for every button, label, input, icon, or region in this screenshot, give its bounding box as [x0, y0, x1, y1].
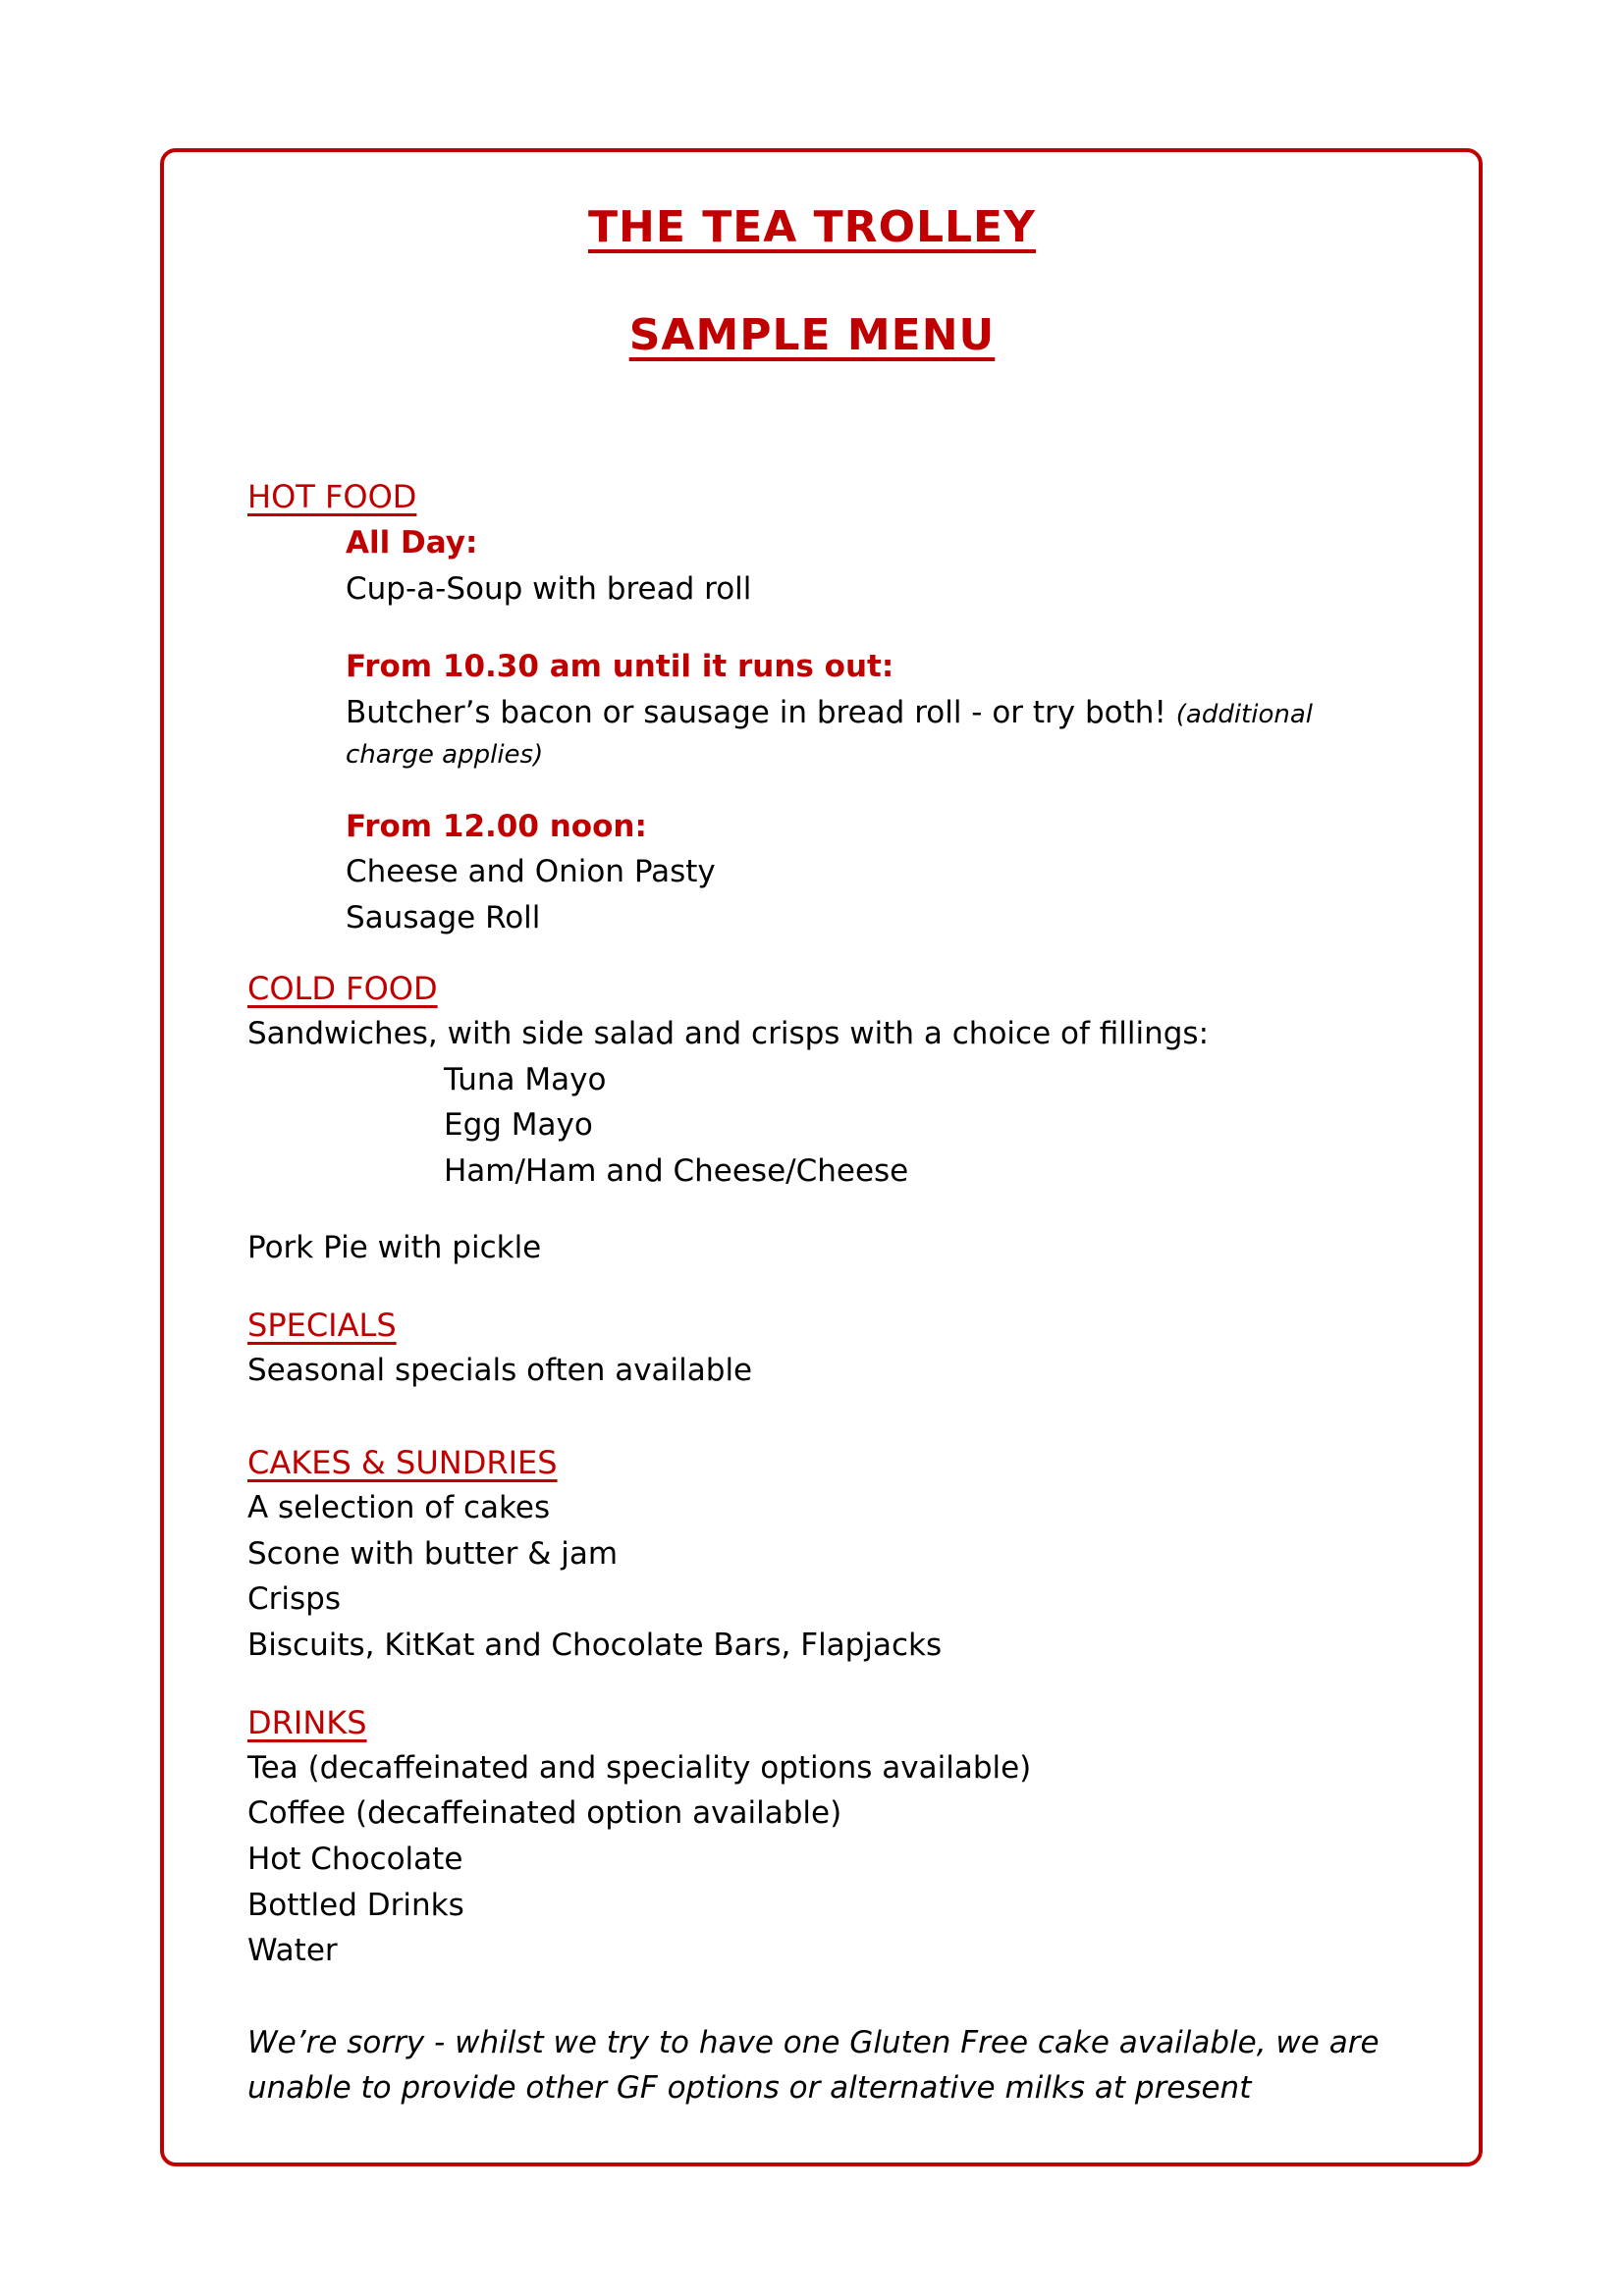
- filling-item: Tuna Mayo: [444, 1062, 607, 1097]
- menu-item: Seasonal specials often available: [247, 1353, 753, 1388]
- menu-item: Scone with butter & jam: [247, 1536, 619, 1572]
- drink-item: Hot Chocolate: [247, 1842, 463, 1877]
- section-heading-cold-food: COLD FOOD: [247, 970, 438, 1007]
- hot-food-all-day-label: All Day:: [346, 525, 478, 561]
- menu-item: Cheese and Onion Pasty: [346, 854, 716, 889]
- menu-item: [346, 695, 1314, 730]
- menu-item: Biscuits, KitKat and Chocolate Bars, Flapjacks: [247, 1628, 943, 1663]
- hot-food-noon-label: From 12.00 noon:: [346, 809, 647, 844]
- filling-item: Ham/Ham and Cheese/Cheese: [444, 1153, 909, 1189]
- menu-item: A selection of cakes: [247, 1490, 551, 1525]
- filling-item: Egg Mayo: [444, 1107, 593, 1143]
- drink-item: Water: [247, 1933, 338, 1968]
- menu-item: Sausage Roll: [346, 900, 541, 935]
- menu-item-note-continued: charge applies): [346, 740, 544, 770]
- drink-item: Coffee (decaffeinated option available): [247, 1795, 842, 1831]
- drink-item: Bottled Drinks: [247, 1888, 464, 1923]
- menu-item-text: Butcher’s bacon or sausage in bread roll - or try both!: [346, 695, 1166, 730]
- section-heading-cakes: CAKES & SUNDRIES: [247, 1444, 558, 1481]
- subtitle-text: SAMPLE MENU: [628, 310, 996, 360]
- section-heading-specials: SPECIALS: [247, 1307, 397, 1344]
- menu-item: Pork Pie with pickle: [247, 1230, 542, 1265]
- title-text: THE TEA TROLLEY: [588, 202, 1036, 252]
- section-heading-hot-food: HOT FOOD: [247, 478, 417, 515]
- menu-item-note: (additional: [1175, 700, 1314, 729]
- drink-item: Tea (decaffeinated and speciality options available): [247, 1750, 1032, 1786]
- section-heading-drinks: DRINKS: [247, 1704, 367, 1741]
- menu-item: Cup-a-Soup with bread roll: [346, 571, 752, 607]
- footer-note-line-2: unable to provide other GF options or alternative milks at present: [247, 2070, 1252, 2106]
- hot-food-1030-label: From 10.30 am until it runs out:: [346, 649, 894, 684]
- menu-subtitle: [0, 310, 1624, 360]
- menu-title: [0, 202, 1624, 252]
- cold-food-intro: Sandwiches, with side salad and crisps with a choice of fillings:: [247, 1016, 1210, 1051]
- menu-item: Crisps: [247, 1581, 341, 1617]
- footer-note-line-1: We’re sorry - whilst we try to have one Gluten Free cake available, we are: [247, 2025, 1380, 2060]
